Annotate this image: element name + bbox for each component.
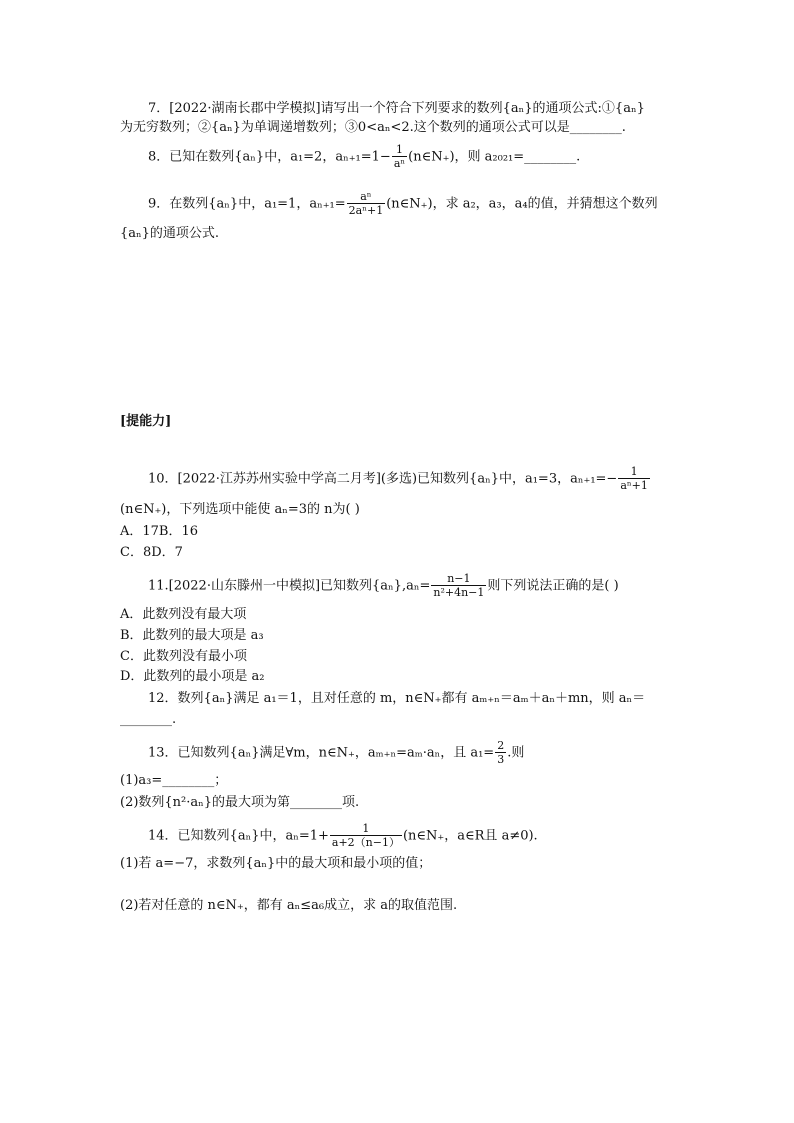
q13-frac-den: 3 [497,753,505,766]
q11-option-c: C．此数列没有最小项 [120,649,247,664]
q8-frac-num: 1 [395,143,403,156]
q9-line1 [148,191,658,217]
q8-suffix: (n∈N₊)，则 a₂₀₂₁=________. [408,149,581,165]
q13-frac-num: 2 [497,739,505,752]
q14-line1 [148,823,538,849]
q11-frac-den: n²+4n−1 [433,586,485,599]
q11-option-b: B．此数列的最大项是 a₃ [120,628,264,643]
q11-line1 [148,573,619,599]
q10-options-cd: C．8D．7 [120,545,183,560]
q9-frac-num: aⁿ [360,190,372,203]
q14-part2: (2)若对任意的 n∈N₊，都有 aₙ≤a₆成立，求 a的取值范围. [120,898,458,913]
q10-options-ab: A．17B．16 [120,524,199,539]
q13-fraction [495,740,506,766]
q11-suffix: 则下列说法正确的是( ) [487,578,619,594]
q9-fraction [347,191,386,217]
q11-fraction [431,573,486,599]
q13-line1 [148,740,524,766]
q14-prefix: 14．已知数列{aₙ}中，aₙ=1+ [148,828,329,844]
q8-frac-den: aⁿ [393,157,406,170]
q8-prefix: 8．已知在数列{aₙ}中，a₁=2，aₙ₊₁=1− [148,149,391,165]
q13-prefix: 13．已知数列{aₙ}满足∀m，n∈N₊，aₘ₊ₙ=aₘ·aₙ，且 a₁= [148,745,495,761]
q10-frac-num: 1 [630,465,638,478]
q11-option-a: A．此数列没有最大项 [120,607,247,622]
q8-line [148,144,580,170]
q14-part1: (1)若 a=−7，求数列{aₙ}中的最大项和最小项的值； [120,856,432,871]
q11-frac-num: n−1 [447,572,471,585]
q14-frac-num: 1 [362,822,370,835]
q12-line1: 12．数列{aₙ}满足 a₁＝1，且对任意的 m，n∈N₊都有 aₘ₊ₙ＝aₘ＋aₙ＋mn，则 aₙ＝ [148,691,646,706]
q11-option-d: D．此数列的最小项是 a₂ [120,669,265,684]
q10-fraction [618,466,650,492]
q12-line2: ________. [120,712,177,727]
q8-fraction [392,144,407,170]
q13-suffix: .则 [507,745,525,761]
q14-suffix: (n∈N₊，a∈R且 a≠0). [402,828,538,844]
q9-suffix: (n∈N₊)，求 a₂，a₃，a₄的值，并猜想这个数列 [386,196,658,212]
q13-part2: (2)数列{n²·aₙ}的最大项为第________项. [120,795,360,810]
q11-prefix: 11.[2022·山东滕州一中模拟]已知数列{aₙ},aₙ= [148,578,431,594]
q14-frac-den: a+2（n−1） [331,836,400,849]
q9-line2: {aₙ}的通项公式. [120,226,220,241]
q9-prefix: 9．在数列{aₙ}中，a₁=1，aₙ₊₁= [148,196,346,212]
q9-frac-den: 2aⁿ+1 [348,204,384,217]
q10-line1 [148,466,651,492]
section-heading: [提能力] [120,414,172,429]
q10-line2: (n∈N₊)，下列选项中能使 aₙ=3的 n为( ) [120,502,360,517]
q10-prefix: 10．[2022·江苏苏州实验中学高二月考](多选)已知数列{aₙ}中，a₁=3，aₙ₊₁=− [148,471,618,487]
q14-fraction [330,823,402,849]
q10-frac-den: aⁿ+1 [620,479,648,492]
q13-part1: (1)a₃=________； [120,773,228,788]
q7-line2: 为无穷数列；②{aₙ}为单调递增数列；③0<aₙ<2.这个数列的通项公式可以是________. [120,120,626,135]
q7-line1: 7．[2022·湖南长郡中学模拟]请写出一个符合下列要求的数列{aₙ}的通项公式:①{aₙ} [148,101,645,116]
